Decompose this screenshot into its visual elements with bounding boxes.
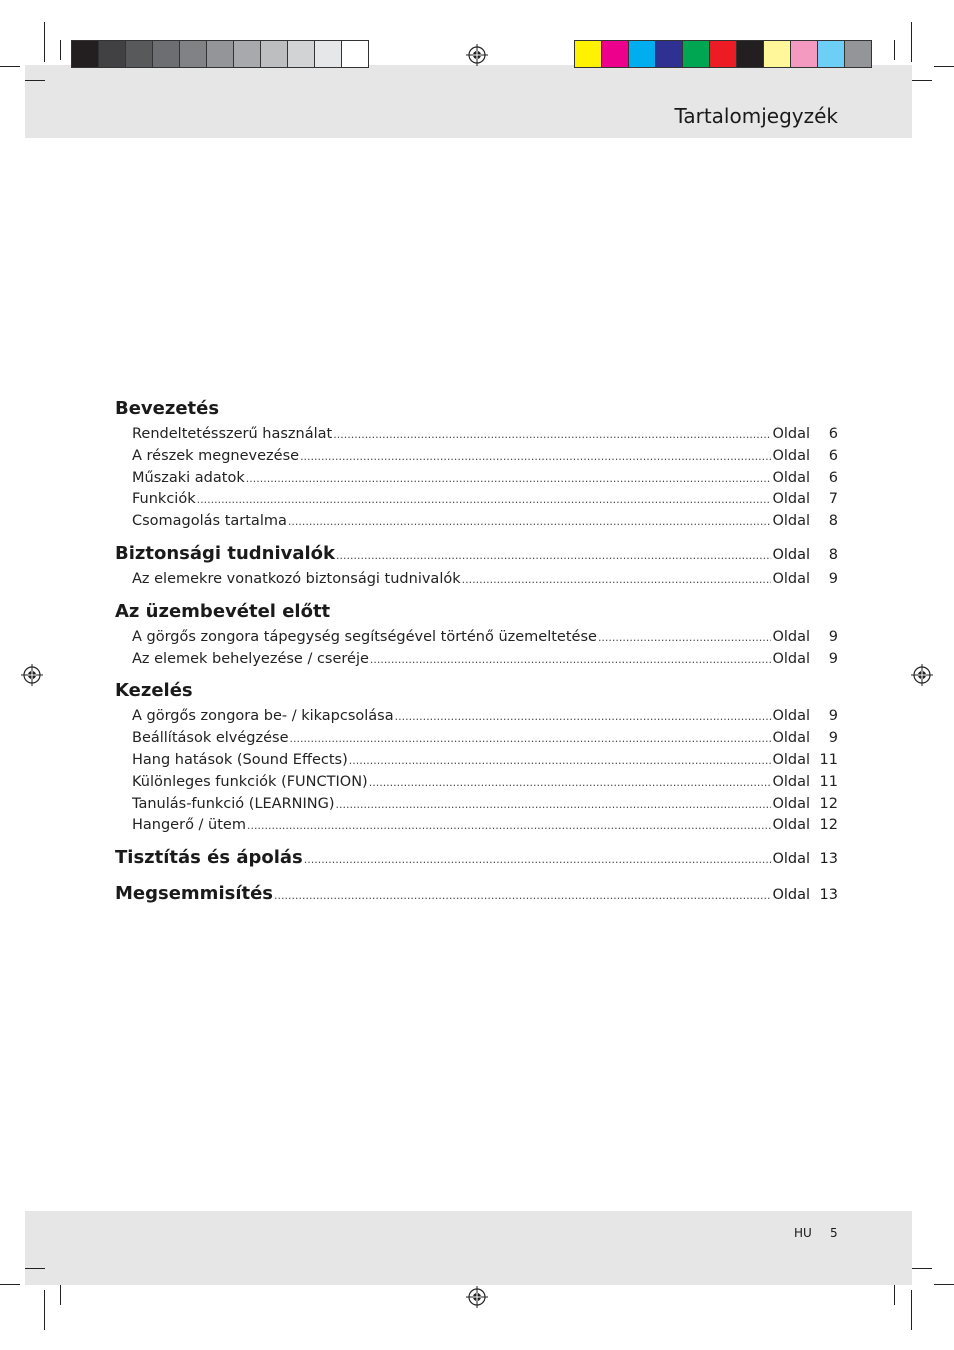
- footer-band: [25, 1211, 912, 1285]
- dot-leader: [369, 776, 772, 789]
- crop-mark: [44, 22, 45, 62]
- toc-section-title: Kezelés: [115, 680, 193, 702]
- toc-entry: [115, 708, 838, 730]
- toc-entry: [115, 774, 838, 796]
- registration-mark-icon: [21, 664, 43, 686]
- toc-entry-label: A görgős zongora tápegység segítségével történő üzemeltetése: [132, 628, 597, 645]
- crop-mark: [44, 1290, 45, 1330]
- gray-swatch: [341, 40, 369, 68]
- page-ref: 12: [819, 795, 838, 812]
- crop-mark: [894, 40, 895, 60]
- page-word: Oldal: [772, 513, 810, 530]
- page-ref: 9: [828, 730, 838, 747]
- toc-section-title: Megsemmisítés: [115, 883, 274, 905]
- page-word: Oldal: [772, 546, 810, 563]
- toc-section: [115, 543, 838, 593]
- crop-mark: [0, 66, 20, 67]
- page-word: Oldal: [772, 887, 810, 904]
- dot-leader: [247, 819, 771, 832]
- toc-section-header: [115, 543, 838, 571]
- dot-leader: [246, 472, 772, 485]
- page-ref: 9: [828, 570, 838, 587]
- gray-swatch: [260, 40, 288, 68]
- color-swatch: [655, 40, 683, 68]
- page-ref: 8: [828, 513, 838, 530]
- toc-entry: [115, 651, 838, 673]
- registration-mark-icon: [466, 1286, 488, 1308]
- toc-entry-label: Funkciók: [132, 491, 196, 508]
- toc-entry: [115, 470, 838, 492]
- dot-leader: [290, 732, 772, 745]
- crop-mark: [911, 22, 912, 62]
- page-ref: 6: [828, 426, 838, 442]
- toc-entry-label: Hang hatások (Sound Effects): [132, 751, 348, 768]
- dot-leader: [336, 549, 771, 562]
- toc-section-header: [115, 883, 838, 911]
- page-ref: 13: [819, 887, 838, 904]
- dot-leader: [274, 889, 771, 902]
- crop-mark: [60, 1285, 61, 1305]
- dot-leader: [197, 493, 772, 506]
- color-swatch: [790, 40, 818, 68]
- page-ref: 11: [819, 751, 838, 768]
- page-word: Oldal: [772, 730, 810, 747]
- toc-section: [115, 398, 838, 535]
- page-ref: 8: [828, 546, 838, 563]
- page-word: Oldal: [772, 795, 810, 812]
- toc-section-header: [115, 847, 838, 875]
- toc-entry-label: Műszaki adatok: [132, 469, 245, 486]
- toc-entry-label: Az elemek behelyezése / cseréje: [132, 650, 369, 667]
- toc-entry: [115, 513, 838, 535]
- color-swatch: [601, 40, 629, 68]
- page-word: Oldal: [772, 851, 810, 868]
- dot-leader: [304, 853, 772, 866]
- gray-swatch: [314, 40, 342, 68]
- toc-entry: [115, 448, 838, 470]
- crop-mark: [0, 1284, 20, 1285]
- toc-section-title: Bevezetés: [115, 398, 220, 419]
- page-word: Oldal: [772, 817, 810, 834]
- registration-mark-icon: [466, 44, 488, 66]
- toc-entry: [115, 629, 838, 651]
- gray-swatch: [125, 40, 153, 68]
- gray-swatch: [206, 40, 234, 68]
- toc-section-header: [115, 398, 838, 426]
- dot-leader: [395, 710, 772, 723]
- dot-leader: [288, 515, 772, 528]
- toc-entry-label: Különleges funkciók (FUNCTION): [132, 773, 368, 790]
- page-word: Oldal: [772, 708, 810, 725]
- color-swatch: [574, 40, 602, 68]
- toc-entry: [115, 817, 838, 839]
- crop-mark: [934, 66, 954, 67]
- page-ref: 11: [819, 773, 838, 790]
- table-of-contents: [115, 398, 838, 919]
- toc-section: [115, 847, 838, 875]
- color-swatch: [709, 40, 737, 68]
- dot-leader: [598, 631, 772, 644]
- gray-swatch: [98, 40, 126, 68]
- dot-leader: [300, 450, 771, 463]
- page-word: Oldal: [772, 751, 810, 768]
- gray-swatch: [71, 40, 99, 68]
- toc-section-header: [115, 601, 838, 629]
- page-ref: 9: [828, 708, 838, 725]
- toc-section: [115, 680, 838, 839]
- toc-entry-label: Beállítások elvégzése: [132, 730, 289, 747]
- toc-entry-label: Tanulás-funkció (LEARNING): [132, 795, 335, 812]
- toc-entry: [115, 752, 838, 774]
- page-number: 5: [830, 1226, 838, 1240]
- dot-leader: [336, 798, 772, 811]
- crop-mark: [25, 1268, 45, 1269]
- page-word: Oldal: [772, 447, 810, 464]
- toc-entry-label: A részek megnevezése: [132, 447, 300, 464]
- page-ref: 12: [819, 817, 838, 834]
- toc-entry-label: Hangerő / ütem: [132, 817, 246, 834]
- color-swatch: [682, 40, 710, 68]
- toc-entry: [115, 571, 838, 593]
- color-swatch: [736, 40, 764, 68]
- page-word: Oldal: [772, 650, 810, 667]
- dot-leader: [349, 754, 772, 767]
- page-word: Oldal: [772, 570, 810, 587]
- page-word: Oldal: [772, 491, 810, 508]
- toc-entry-label: Az elemekre vonatkozó biztonsági tudnivalók: [132, 570, 461, 587]
- page-ref: 6: [828, 469, 838, 486]
- color-swatch: [844, 40, 872, 68]
- toc-entry: [115, 730, 838, 752]
- registration-mark-icon: [911, 664, 933, 686]
- page-word: Oldal: [772, 773, 810, 790]
- language-code: HU: [794, 1226, 812, 1240]
- crop-mark: [934, 1284, 954, 1285]
- page-ref: 9: [828, 628, 838, 645]
- toc-section: [115, 601, 838, 673]
- grayscale-color-bar: [71, 40, 368, 70]
- toc-section: [115, 883, 838, 911]
- toc-entry-label: Csomagolás tartalma: [132, 513, 287, 530]
- crop-mark: [60, 40, 61, 60]
- gray-swatch: [233, 40, 261, 68]
- toc-entry: [115, 426, 838, 448]
- page-ref: 6: [828, 447, 838, 464]
- crop-mark: [25, 80, 45, 81]
- gray-swatch: [152, 40, 180, 68]
- dot-leader: [370, 653, 772, 666]
- page-ref: 9: [828, 650, 838, 667]
- dot-leader: [333, 428, 771, 441]
- page-ref: 7: [828, 491, 838, 508]
- process-color-bar: [574, 40, 871, 70]
- dot-leader: [462, 573, 772, 586]
- toc-entry: [115, 796, 838, 818]
- page-word: Oldal: [772, 469, 810, 486]
- gray-swatch: [287, 40, 315, 68]
- toc-section-header: [115, 680, 838, 708]
- page-ref: 13: [819, 851, 838, 868]
- toc-section-title: Az üzembevétel előtt: [115, 600, 331, 622]
- toc-entry-label: Rendeltetésszerű használat: [132, 426, 333, 442]
- page-word: Oldal: [772, 426, 810, 442]
- toc-section-title: Tisztítás és ápolás: [115, 847, 303, 869]
- gray-swatch: [179, 40, 207, 68]
- color-swatch: [628, 40, 656, 68]
- page-title: Tartalomjegyzék: [674, 104, 838, 128]
- page-word: Oldal: [772, 628, 810, 645]
- color-swatch: [817, 40, 845, 68]
- toc-entry: [115, 491, 838, 513]
- toc-section-title: Biztonsági tudnivalók: [115, 542, 336, 564]
- crop-mark: [912, 1268, 932, 1269]
- crop-mark: [911, 1290, 912, 1330]
- color-swatch: [763, 40, 791, 68]
- crop-mark: [912, 80, 932, 81]
- crop-mark: [894, 1285, 895, 1305]
- toc-entry-label: A görgős zongora be- / kikapcsolása: [132, 708, 394, 725]
